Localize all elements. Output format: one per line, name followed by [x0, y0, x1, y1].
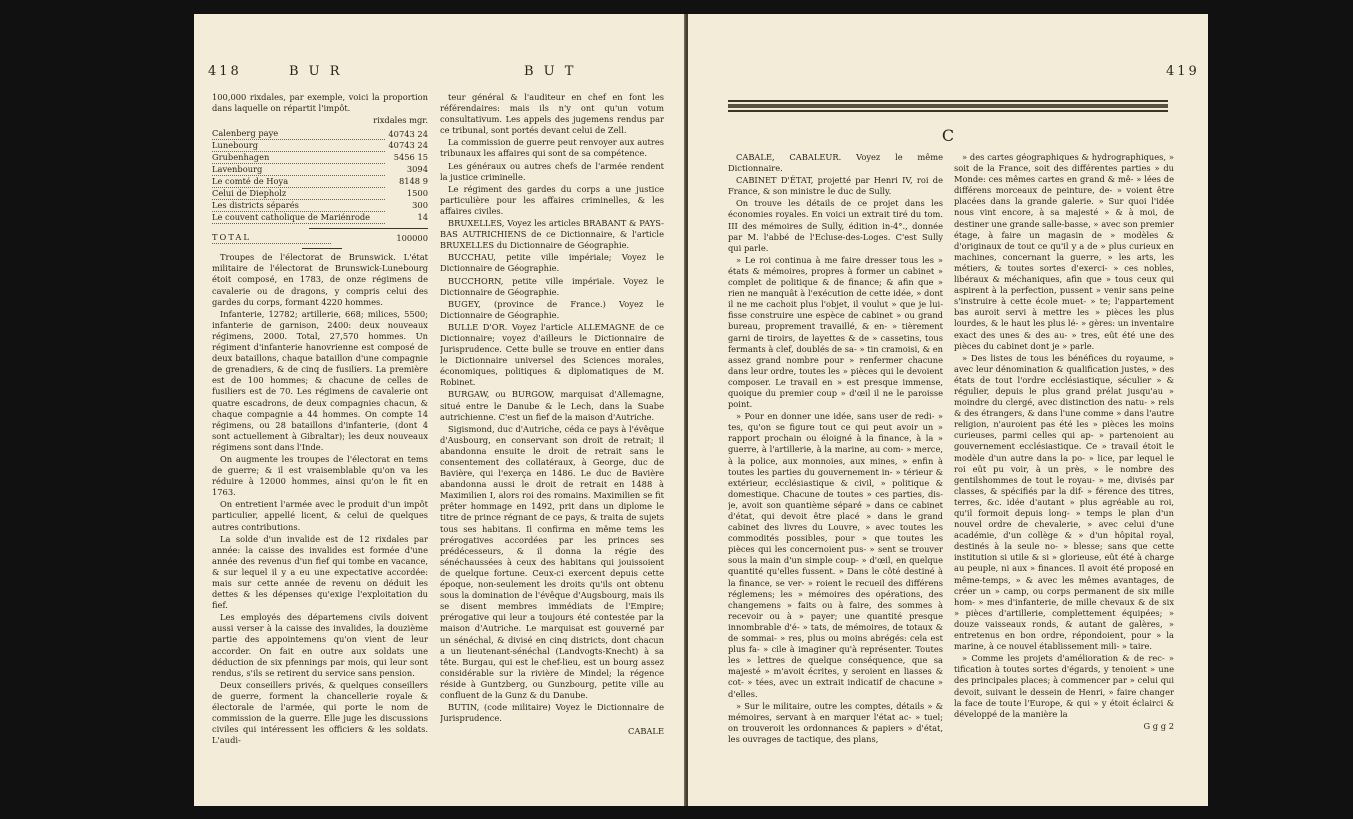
entry-paragraph: On trouve les détails de ce projet dans les économies royales. En voici un extrait tiré du tom. III des mémoires de Sully, édition in-4°., donnée par M. l'abbé de l'Ecluse-des-Loges. C'est Sully qui parle. — [728, 198, 943, 253]
entry-paragraph: Les généraux ou autres chefs de l'armée rendent la justice criminelle. — [440, 160, 664, 182]
entry-paragraph: teur général & l'auditeur en chef en font les référendaires: mais ils n'y ont qu'un votum consultativum. Les appels des jugemens rendus par ce tribunal, sont portés devant celui de Zell. — [440, 92, 664, 136]
section-letter: C — [941, 126, 955, 145]
ornament-band — [728, 98, 1168, 114]
entry-paragraph: Le régiment des gardes du corps a une justice particulière pour les affaires criminelles, & les affaires civiles. — [440, 183, 664, 216]
entry-paragraph: BUCCHORN, petite ville impériale. Voyez le Dictionnaire de Géographie. — [440, 275, 664, 297]
quote-paragraph: » Comme les projets d'amélioration & de rec- » tification à toutes sortes d'égards, y tenoient » une des principales places; à commencer par » celui qui devoit, suivant le dessein de Henri, » faire changer la face de toute l'Europe, & qui » y étoit éclairci & développé de la manière la — [954, 653, 1174, 719]
right-page — [688, 14, 1208, 806]
paragraph: On augmente les troupes de l'électorat en tems de guerre; & il est vraisemblable qu'on va les réduire à 12000 hommes, ainsi qu'on le fit en 1763. — [212, 453, 428, 498]
row-name: Calenberg paye — [212, 128, 385, 140]
entry-paragraph: » Le roi continua à me faire dresser tous les » états & mémoires, propres à former un cabinet » complet de politique & de finance; & afin que » rien ne manquât à l'exécution de cette idée, » dont il ne me cachoit plus l'objet, il voulut » que je lui-fisse construire une espèce de cabinet » ou grand bureau, proprement travaillé, & en- » tièrement garni de tiroirs, de layettes & de » cassetins, tous fermants à clef, doublés de sa- » tin cramoisi, & en assez grand nombre pour » renfermer chacune dans leur ordre, toutes les » pièces qui le devoient composer. Le travail en » est presque immense, quoique du premier coup » d'œil il ne le paroisse point. — [728, 254, 943, 410]
catchword: CABALE — [628, 726, 664, 737]
paragraph: Infanterie, 12782; artillerie, 668; milices, 5500; infanterie de garnison, 2400: deux nouveaux régimens, 2000. Total, 27,570 hommes. Un régiment d'infanterie hanovrienne est composé de deux bataillons, chaque bataillon d'une compagnie de grenadiers, & de cinq de fusiliers. La première est de 100 hommes; & chacune de celles de fusiliers est de 70. Les régimens de cavalerie ont quatre escadrons, de deux compagnies chacun, & chaque compagnie a 44 hommes. On compte 14 régimens, ou 28 bataillons d'infanterie, (dont 4 sont actuellement à Gibraltar); les deux nouveaux régimens sont dans l'Inde. — [212, 308, 428, 452]
running-head-left: B U R — [289, 64, 343, 79]
left-col1-body — [212, 252, 428, 746]
entry-paragraph: Sigismond, duc d'Autriche, céda ce pays à l'évêque d'Ausbourg, en conservant son droit de retrait; il abandonna ensuite le droit de retrait sans le consentement des collatéraux, à George, duc de Bavière, qui l'exerça en 1486. Le duc de Bavière abandonna aussi le droit de retrait en 1488 à Maximilien I, alors roi des romains. Maximilien se fit prêter hommage en 1492, prit dans un diplome le titre de prince régnant de ce pays, & traita de sujets tous ses habitans. Il confirma en même tems les prérogatives accordées par les princes ses prédécesseurs, & il donna la régie des sénéchaussées à ceux des habitans qui jouissoient de quelque fortune. Ceux-ci exercent depuis cette époque, non-seulement les droits qu'ils ont obtenu sous la domination de l'évêque d'Augsbourg, mais ils se disent membres immédiats de l'Empire; prérogative qui leur a toujours été contestée par la maison d'Autriche. Le marquisat est gouverné par un sénéchal, & divisé en cinq districts, dont chacun a un lieutenant-sénéchal (Landvogts-Knecht) à sa tête. Burgau, qui est le chef-lieu, est un bourg assez considérable sur la rivière de Mindel; la régence réside à Guntzberg, ou Gunzbourg, petite ville au confluent de la Gunz & du Danube. — [440, 423, 664, 700]
entry-paragraph: » Pour en donner une idée, sans user de redi- » tes, qu'on se figure tout ce qui peut avoir un » rapport prochain ou éloigné à la finance, à la » guerre, à l'artillerie, à la marine, au com- » merce, à la police, aux monnoies, aux mines, » enfin à toutes les parties du gouvernement in- » térieur & extérieur, ecclésiastique & civil, » politique & domestique. Chacune de toutes » ces parties, dis-je, avoit son quantième séparé » dans ce cabinet d'état, qui devoit être placé » dans le grand cabinet des livres du Louvre, » avec toutes les commodités possibles, pour » que toutes les pièces qui les concernoient pus- » sent se trouver sous la main d'un simple coup- » d'œil, en quelque quantité qu'elles fussent. » Dans le côté destiné à la finance, se ver- » roient le recueil des différens réglemens; les » mémoires des opérations, des changemens » faits ou à faire, des sommes à recevoir ou à » payer; une quantité presque innombrable d'é- » tats, de mémoires, de totaux & de sommai- » res, plus ou moins abrégés: cela est plus fa- » cile à imaginer qu'à représenter. Toutes les » lettres de quelque conséquence, que sa majesté » m'avoit écrites, y seroient en liasses & cot- » tées, avec un extrait indicatif de chacune » d'elles. — [728, 411, 943, 699]
row-value: 300 — [412, 200, 428, 211]
left-col2-body — [440, 92, 664, 724]
page-number-right: 419 — [1166, 64, 1200, 79]
table-row — [212, 152, 428, 164]
right-col1-body — [728, 152, 943, 745]
paragraph: La solde d'un invalide est de 12 rixdales par année: la caisse des invalides est formée d'une année des revenus d'un fief qui tombe en vacance, & sur lequel il y a eu une expectative accordée: mais sur cette année de revenu on déduit les dettes & les dépenses qu'exige l'exploitation du fief. — [212, 533, 428, 611]
rixdale-table — [212, 128, 428, 224]
table-row — [212, 128, 428, 140]
entry-paragraph: » Sur le militaire, outre les comptes, détails » & mémoires, servant à en marquer l'état ac- » tuel; on trouveroit les ordonnances & papiers » d'état, les ouvrages de tactique, des plans, — [728, 700, 943, 744]
section-divider — [302, 248, 342, 249]
paragraph: Les employés des départemens civils doivent aussi verser à la caisse des invalides, la douzième partie des appointemens qu'on vient de leur accorder. On fait en outre aux soldats une déduction de six pfennings par mois, qui leur sont rendus, s'ils se retirent du service sans pension. — [212, 612, 428, 678]
total-label: TOTAL — [212, 232, 331, 244]
table-row — [212, 188, 428, 200]
page-number-left: 418 — [208, 64, 242, 79]
row-value: 8148 9 — [398, 176, 428, 187]
left-column-2 — [440, 92, 664, 792]
row-name: Le comté de Hoya — [212, 176, 385, 188]
paragraph: Troupes de l'électorat de Brunswick. L'état militaire de l'électorat de Brunswick-Lunebourg étoit composé, en 1783, de onze régimens de cavalerie ou de dragons, y compris celui des gardes du corps, formant 4220 hommes. — [212, 252, 428, 307]
entry-paragraph: BUCCHAU, petite ville impériale; Voyez le Dictionnaire de Géographie. — [440, 252, 664, 274]
entry-paragraph: BURGAW, ou BURGOW, marquisat d'Allemagne, situé entre le Danube & le Lech, dans la Suabe autrichienne. C'est un fief de la maison d'Autriche. — [440, 389, 664, 422]
running-head-right: B U T — [524, 64, 577, 79]
left-page — [194, 14, 684, 806]
right-column-2 — [954, 152, 1174, 802]
table-row — [212, 140, 428, 152]
entry-paragraph: La commission de guerre peut renvoyer aux autres tribunaux les affaires qui sont de sa compétence. — [440, 137, 664, 159]
entry-paragraph: CABINET D'ÉTAT, projetté par Henri IV, roi de France, & son ministre le duc de Sully. — [728, 175, 943, 197]
row-value: 3094 — [406, 164, 428, 175]
right-column-1 — [728, 152, 943, 802]
row-name: Lavenbourg — [212, 164, 385, 176]
row-name: Celui de Diepholz — [212, 188, 385, 200]
table-header: rixdales mgr. — [373, 115, 428, 126]
table-row — [212, 164, 428, 176]
row-value: 40743 24 — [388, 140, 428, 151]
table-row — [212, 200, 428, 212]
paragraph: On entretient l'armée avec le produit d'un impôt particulier, appellé licent, & celui de quelques autres contributions. — [212, 499, 428, 532]
quote-paragraph: » des cartes géographiques & hydrographiques, » soit de la France, soit des différentes parties » du Monde: ces mêmes cartes en grand & mê- » lées de différens morceaux de peinture, de- » voient être placées dans la grande galerie. » Sur quoi l'idée nous vint encore, à sa majesté » & à moi, de destiner une grande salle-basse, » avec son premier étage, à faire un magasin de » modèles & d'originaux de tout ce qu'il y a de » plus curieux en machines, concernant la guerre, » les arts, les métiers, & toutes sortes d'exerci- » ces nobles, libéraux & méchaniques, afin que » tous ceux qui aspirent à la perfection, pussent » venir sans peine s'instruire à cette école muet- » te; l'appartement bas auroit servi à mettre les » pièces les plus lourdes, & le haut les plus lé- » gères: un inventaire exact des unes & des au- » tres, eût été une des pièces du cabinet dont je » parle. — [954, 152, 1174, 351]
row-value: 40743 24 — [388, 128, 428, 139]
row-value: 5456 15 — [393, 152, 428, 163]
entry-paragraph: BUTIN, (code militaire) Voyez le Dictionnaire de Jurisprudence. — [440, 702, 664, 724]
entry-paragraph: BRUXELLES, Voyez les articles BRABANT & PAYS-BAS AUTRICHIENS de ce Dictionnaire, & l'article BRUXELLES du Dictionnaire de Géographie. — [440, 218, 664, 251]
total-value: 100000 — [396, 232, 428, 243]
signature-mark: G g g 2 — [1143, 720, 1174, 731]
entry-paragraph: BULLE D'OR. Voyez l'article ALLEMAGNE de ce Dictionnaire; voyez d'ailleurs le Dictionnaire de Jurisprudence. Cette bulle se trouve en entier dans le Dictionnaire universel des Sciences morales, économiques, politiques & diplomatiques de M. Robinet. — [440, 321, 664, 388]
row-value: 14 — [417, 212, 428, 223]
left-column-1 — [212, 92, 428, 792]
right-col2-body — [954, 152, 1174, 720]
total-row — [212, 232, 428, 244]
paragraph: Deux conseillers privés, & quelques conseillers de guerre, forment la chancellerie royale & électorale de l'armée, qui porte le nom de commission de la guerre. Elle juge les discussions civiles qui intéressent les officiers & les soldats. L'audi- — [212, 679, 428, 746]
table-row — [212, 176, 428, 188]
row-name: Lunebourg — [212, 140, 385, 152]
total-rule — [309, 228, 428, 229]
quote-paragraph: » Des listes de tous les bénéfices du royaume, » avec leur dénomination & qualification justes, » des états de tout l'ordre ecclésiastique, séculier » & régulier, depuis le plus grand prélat jusqu'au » moindre du clergé, avec distinction des natu- » rels & des étrangers, & dans l'une comme » dans l'autre religion, n'auroient pas été les » pièces les moins curieuses, parmi celles qui ap- » partenoient au gouvernement ecclésiastique. Ce » travail étoit le modèle d'un autre dans la po- » lice, par lequel le roi eût pu voir, à un près, » le nombre des gentilshommes de tout le royau- » me, divisés par classes, & spécifiés par la dif- » férence des titres, terres, &c. idée d'autant » plus agréable au roi, qu'il formoit depuis long- » temps le plan d'un nouvel ordre de chevalerie, » avec celui d'une académie, d'un collège & » d'un hôpital royal, destinés à la seule no- » blesse; sans que cette institution si utile & si » glorieuse, eût été à charge au peuple, ni aux » finances. Il avoit été proposé en même-temps, » & avec les mêmes avantages, de créer un » camp, ou corps permanent de six mille hom- » mes d'infanterie, de mille chevaux & de six » pièces d'artillerie, complettement équipées; » douze vaisseaux ronds, & autant de galères, » entretenus en bon ordre, répondoient, pour » la marine, à ce nouvel établissement mili- » taire. — [954, 352, 1174, 652]
row-name: Le couvent catholique de Mariénrode — [212, 212, 385, 224]
row-value: 1500 — [406, 188, 428, 199]
entry-paragraph: CABALE, CABALEUR. Voyez le même Dictionnaire. — [728, 152, 943, 174]
table-row — [212, 212, 428, 224]
entry-paragraph: BUGEY, (province de France.) Voyez le Dictionnaire de Géographie. — [440, 298, 664, 320]
row-name: Grubenhagen — [212, 152, 385, 164]
row-name: Les districts séparés — [212, 200, 385, 212]
intro-paragraph: 100,000 rixdales, par exemple, voici la proportion dans laquelle on répartit l'impôt. — [212, 92, 428, 114]
